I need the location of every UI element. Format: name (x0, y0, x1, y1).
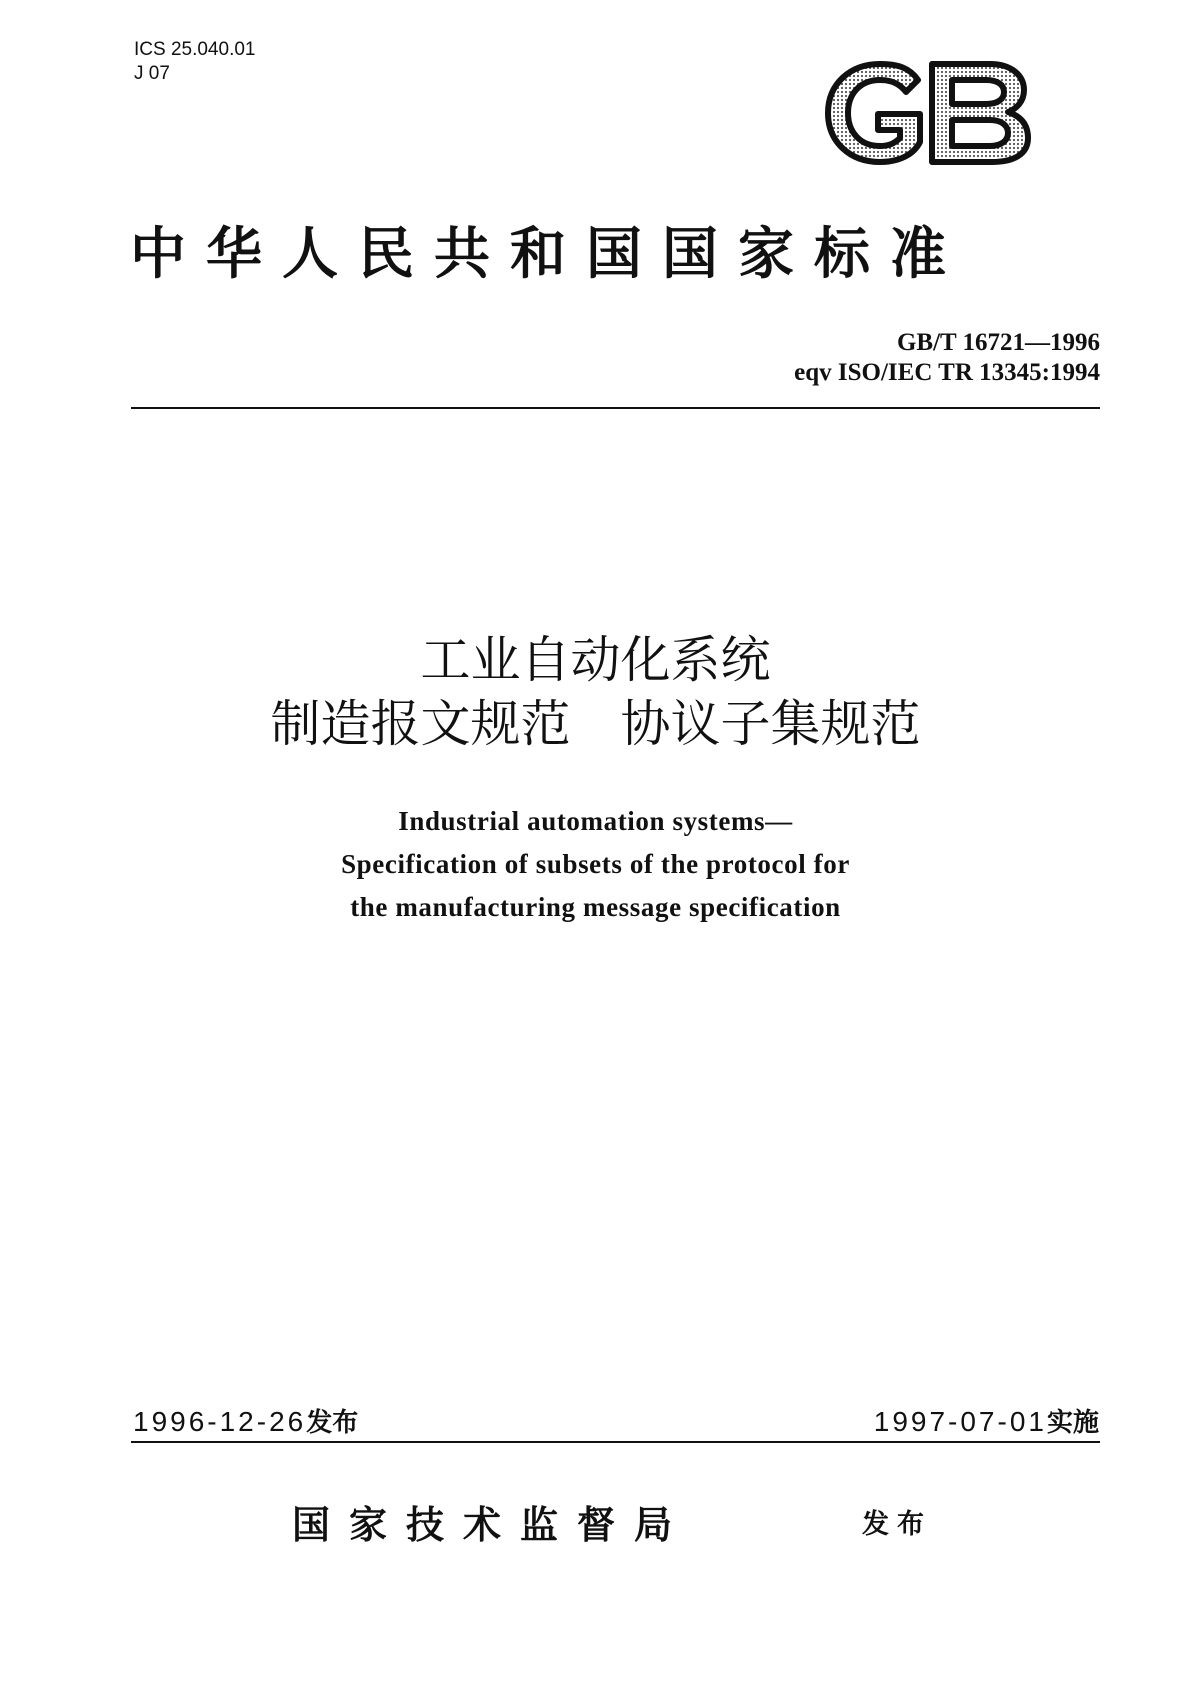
chinese-title-line2: 制造报文规范 协议子集规范 (270, 695, 921, 753)
national-standard-title: 中华人民共和国国家标准 (130, 221, 966, 287)
english-title-line2: Specification of subsets of the protocol for (341, 849, 850, 879)
classification-codes (134, 38, 255, 86)
gb-logo (820, 58, 1032, 168)
english-title-line3: the manufacturing message specification (350, 892, 841, 922)
issue-date: 1996-12-26 (133, 1406, 307, 1437)
chinese-title-line1: 工业自动化系统 (420, 631, 771, 689)
effective-label: 实施 (1046, 1408, 1099, 1438)
bottom-divider (131, 1441, 1100, 1443)
standard-number: GB/T 16721—1996 (896, 329, 1100, 356)
effective-date: 1997-07-01 (873, 1406, 1047, 1437)
standard-equivalence: eqv ISO/IEC TR 13345:1994 (794, 359, 1100, 386)
publisher-label: 发布 (862, 1509, 932, 1540)
issue-date-block (133, 1402, 358, 1439)
effective-date-block (874, 1402, 1099, 1439)
issue-label: 发布 (306, 1408, 359, 1438)
ccs-code: J 07 (134, 63, 170, 84)
standard-number-block (794, 328, 1100, 388)
english-title-line1: Industrial automation systems— (398, 806, 793, 836)
gb-logo-mark (820, 58, 1032, 168)
english-title (0, 800, 1191, 929)
top-divider (131, 407, 1100, 409)
ics-code: ICS 25.040.01 (134, 39, 256, 60)
chinese-title (0, 628, 1191, 756)
publisher-name: 国家技术监督局 (292, 1502, 692, 1547)
